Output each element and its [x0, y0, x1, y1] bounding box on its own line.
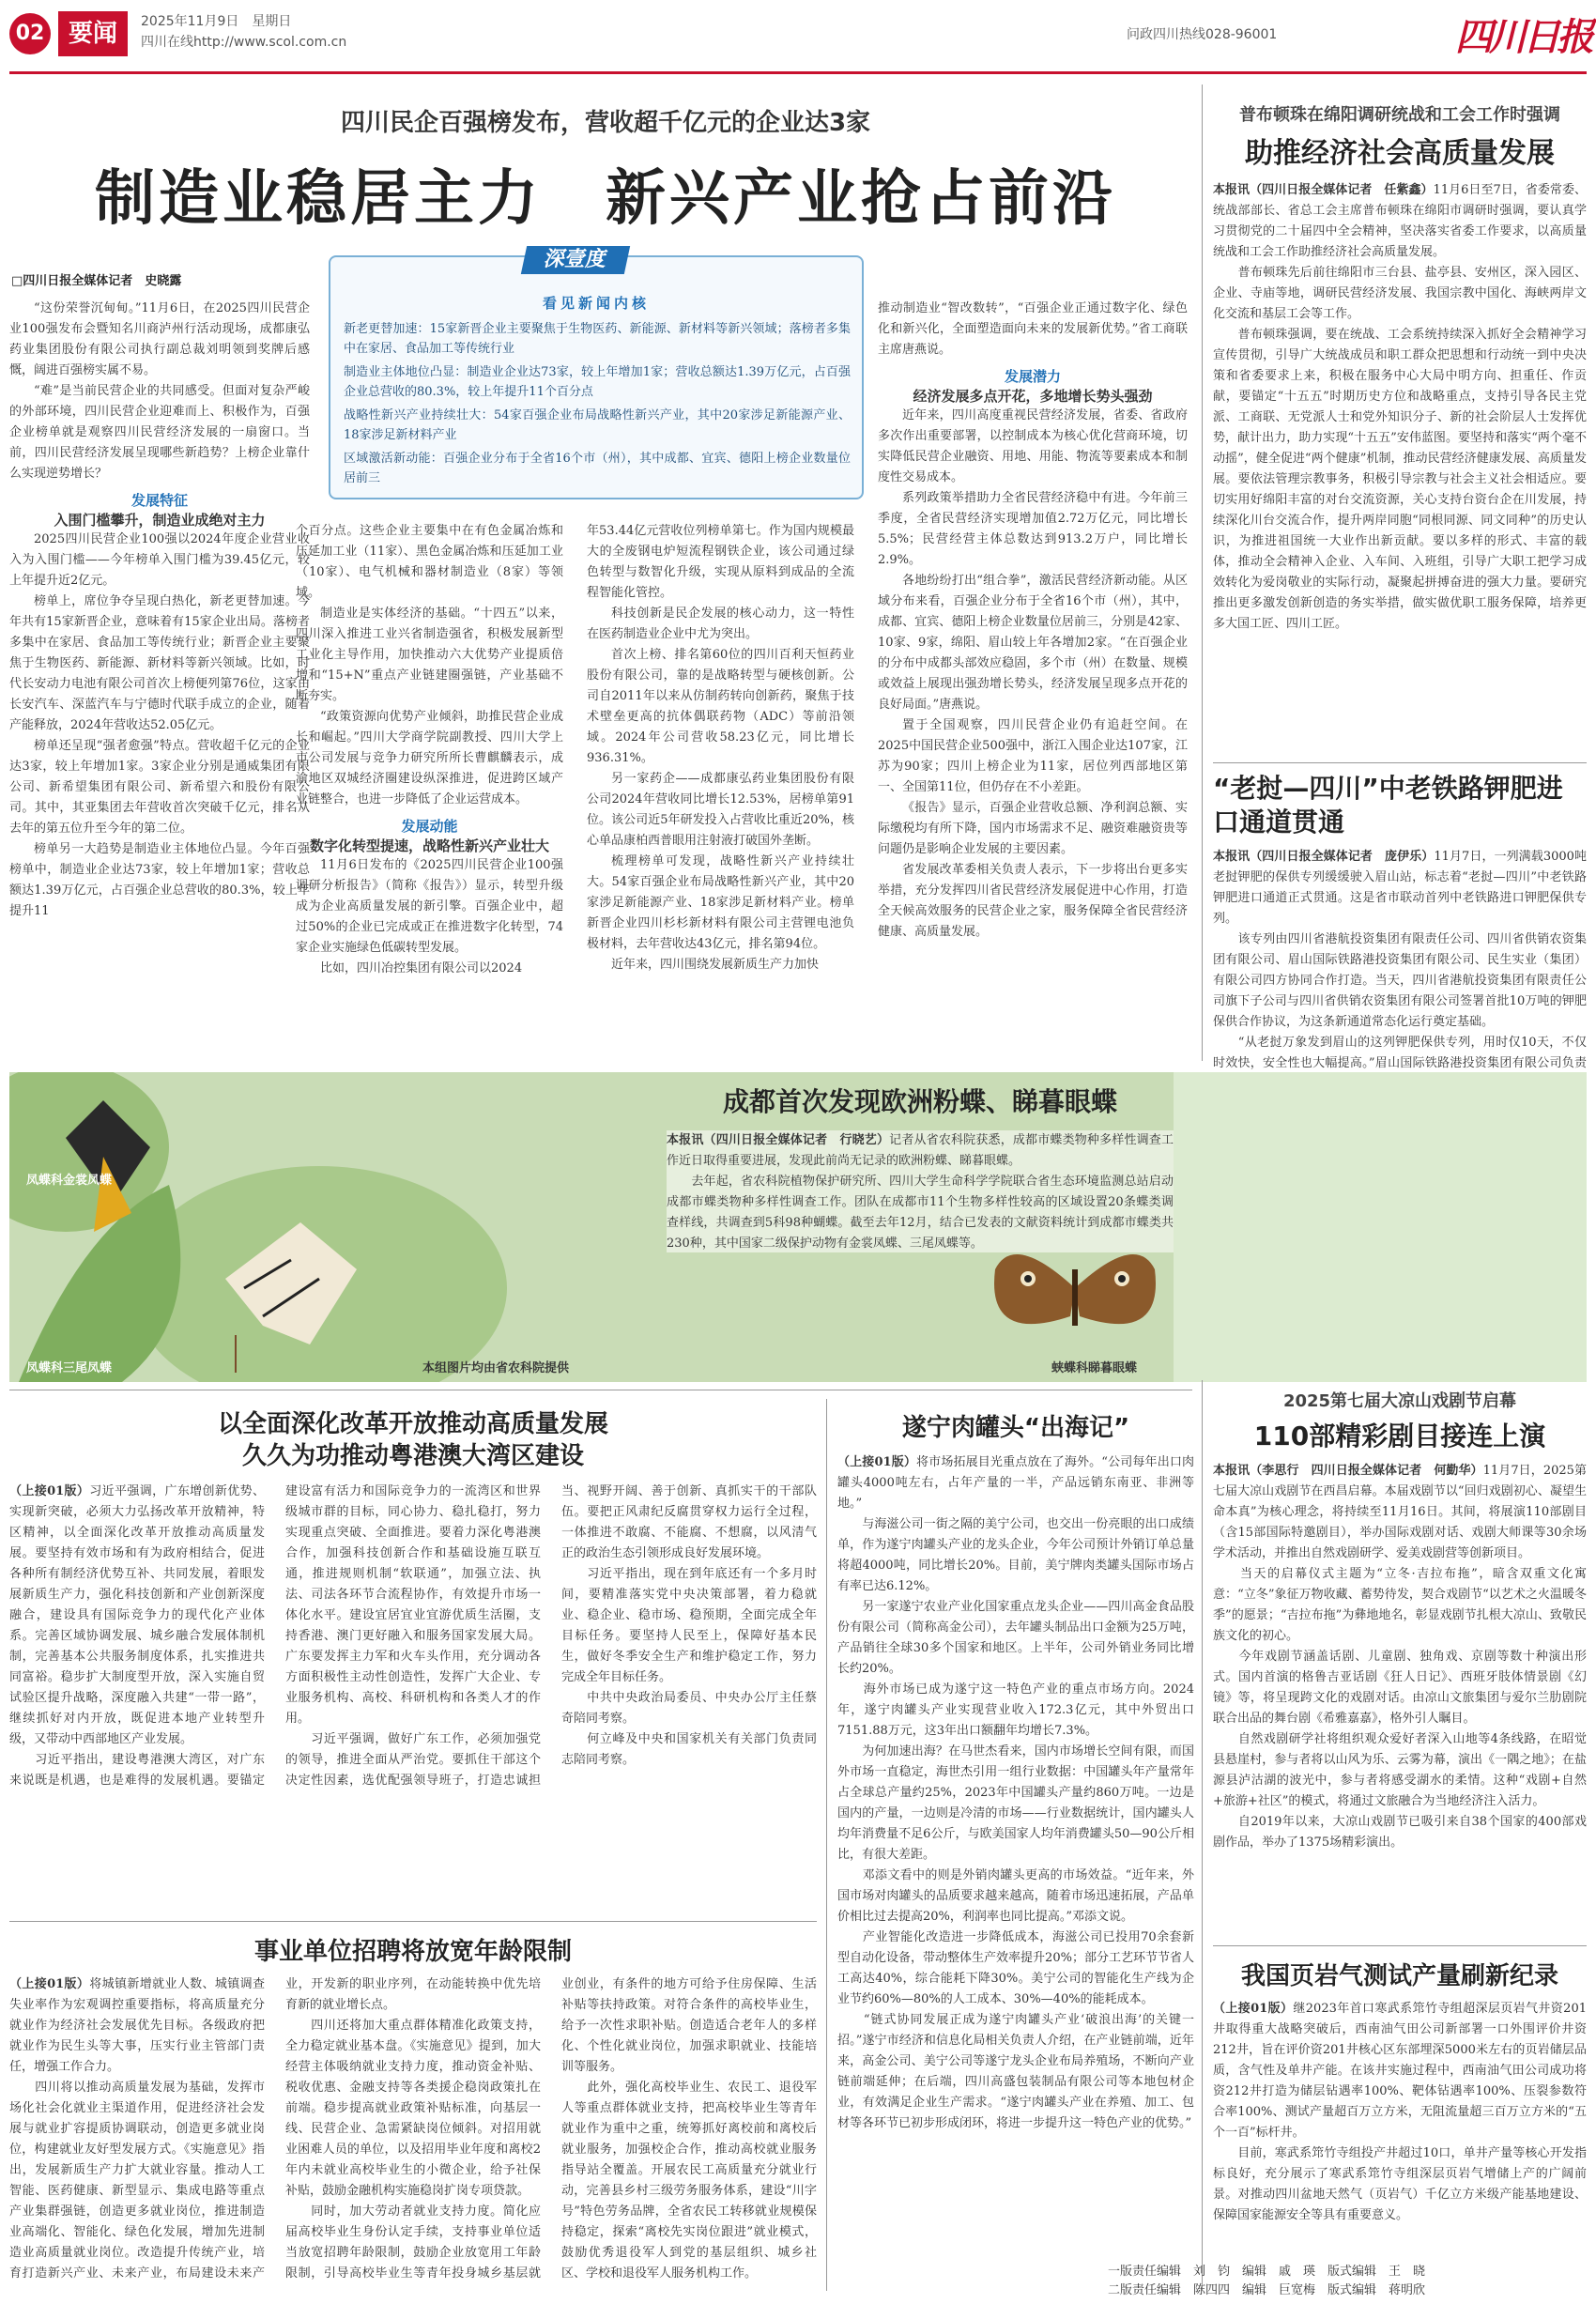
story-byline: 本报讯（四川日报全媒体记者 任紫鑫）: [1213, 183, 1434, 197]
paragraph: 《报告》显示，百强企业营收总额、净利润总额、实际缴税均有所下降，国内市场需求不足、融资难融资贵等问题仍是影响企业发展的主要因素。: [878, 801, 1188, 856]
paragraph: 榜单上，席位争夺呈现白热化，新老更替加速。今年共有15家新晋企业，意味着有15家企业出局。落榜者多集中在家居、食品加工等传统行业；新晋企业主要聚焦于生物医药、新能源、新材料等新兴领域。比如，时代长安动力电池有限公司首次上榜便列第76位，这家由长安汽车、深蓝汽车与宁德时代联手成立的企业，随着产能释放，2024年营收达52.05亿元。: [9, 594, 310, 732]
story-body: 11月6日至7日，省委常委、统战部部长、省总工会主席普布顿珠在绵阳市调研时强调，要认真学习贯彻党的二十届四中全会精神，坚决落实省委工作要求，以高质量统战和工会工作助推经济社会高质量发展。 普布顿珠先后前往绵阳市三台县、盐亭县、安州区，深入园区、企业、寺庙等地，调研民营经济发展、我国宗教中国化、海峡两岸文化交流和基层工会等工作。 普布顿珠强调，要在统战、工会系统持续深入抓好全会精神学习宣传贯彻，引导广大统战成员和职工群众把思想和行动统一到中央决策和省委要求上来，积极在服务中心大局中明方向、担重任、作贡献，要锚定“十五五”时期历史方位和战略重点，支持引导各民主党派、工商联、无党派人士和党外知识分子、新的社会阶层人士发挥优势，献计出力，助力实现“十五五”安伟蓝图。要坚持和落实“两个毫不动摇”，健全促进“两个健康”机制，推动民营经济健康发展、高质量发展。要依法管理宗教事务，积极引导宗教与社会主义社会相适应。要切实用好绵阳丰富的对台交流资源，关心支持台资台企在川发展，持续深化川台交流合作，提升两岸同胞“同根同源、同文同种”的历史认识，为推进祖国统一大业作出新贡献。要以多样的形式、丰富的载体，推动全会精神入企业、入车间、入班组，引导广大职工把学习成效转化为爱岗敬业的实际行动，凝聚起拼搏奋进的强大力量。要研究推出更多激发创新创造的务实举措，做实做优职工服务保障，培养更多大国工匠、四川工匠。: [1213, 183, 1587, 631]
in-depth-box: [329, 255, 864, 499]
photo-section: [9, 1072, 1587, 1382]
paragraph: 科技创新是民企发展的核心动力，这一特性在医药制造业企业中尤为突出。: [587, 607, 854, 641]
story-headline: 遂宁肉罐头“出海记”: [901, 1414, 1130, 1442]
story-headline: 助推经济社会高质量发展: [1245, 137, 1555, 170]
lead-byline: □四川日报全媒体记者 史晓露: [11, 274, 182, 288]
story-byline: （上接01版）: [837, 1455, 917, 1469]
header-rule: [9, 71, 1587, 74]
column-divider: [1202, 1380, 1203, 2291]
story-right-1: [1213, 101, 1587, 744]
site-link[interactable]: 四川在线http://www.scol.com.cn: [141, 35, 347, 50]
paragraph: 制造业是实体经济的基础。“十四五”以来，四川深入推进工业兴省制造强省，积极发展新型工业化主导作用，加快推动六大优势产业提质倍增和“15+N”重点产业链建圈强链，产业基础不断夯实。: [296, 607, 563, 703]
story-byline: （上接01版）: [1213, 2002, 1294, 2016]
page-number: 02: [9, 13, 51, 54]
box-item: 战略性新兴产业持续壮大：54家百强企业布局战略性新兴产业，其中20家涉足新能源产业、18家涉足新材料产业: [344, 408, 851, 442]
story-text: [9, 1482, 817, 1917]
story-body: 习近平强调，广东增创新优势、实现新突破，必须大力弘扬改革开放精神，特区精神，以全面深化改革开放推动高质量发展。要坚持有效市场和有为政府相结合，促进各种所有制经济优势互补、共同发展，着眼发展新质生产力，强化科技创新和产业创新深度融合，建设具有国际竞争力的现代化产业体系。完善区域协调发展、城乡融合发展体制机制，完善基本公共服务制度体系，扎实推进共同富裕。稳步扩大制度型开放，深入实施自贸试验区提升战略，深度融入共建“一带一路”，继续抓好对内开放，既促进本地产业转型升级，又带动中西部地区产业发展。 习近平指出，建设粤港澳大湾区，对广东来说既是机遇，也是难得的发展机遇。要锚定建设富有活力和国际竞争力的一流湾区和世界级城市群的目标，同心协力、稳扎稳打，努力实现重点突破、全面推进。要着力深化粤港澳合作，加强科技创新合作和基础设施互联互通，推进规则机制“软联通”，加强立法、执法、司法各环节合流程协作，有效提升市场一体化水平。建设宜居宜业宜游优质生活圈，支持香港、澳门更好融入和服务国家发展大局。广东要发挥主力军和火车头作用，充分调动各方面积极性主动性创造性，发挥广大企业、专业服务机构、高校、科研机构和各类人才的作用。 习近平强调，做好广东工作，必须加强党的领导，推进全面从严治党。要抓住干部这个决定性因素，选优配强领导班子，打造忠诚担当、视野开阔、善于创新、真抓实干的干部队伍。要把正风肃纪反腐贯穿权力运行全过程，一体推进不敢腐、不能腐、不想腐，以风清气正的政治生态引领形成良好发展环境。 习近平指出，现在到年底还有一个多月时间，要精准落实党中央决策部署，着力稳就业、稳企业、稳市场、稳预期，全面完成全年目标任务。要坚持人民至上，保障好基本民生，做好冬季安全生产和维护稳定工作，努力完成全年目标任务。 中共中央政治局委员、中央办公厅主任蔡奇陪同考察。 何立峰及中央和国家机关有关部门负责同志陪同考察。: [9, 1484, 817, 1788]
paragraph: 2025四川民营企业100强以2024年度企业营业收入为入围门槛——今年榜单入围门槛为39.45亿元，较上年提升近2亿元。: [9, 532, 310, 588]
story-divider: [1213, 762, 1587, 763]
story-byline: （上接01版）: [9, 1484, 90, 1498]
story-body: 继2023年首口寒武系筇竹寺组超深层页岩气井资201井取得重大战略突破后，西南油气田公司新部署一口外围评价井资212井，旨在评价资201井核心区东部埋深5000米左右的页岩储层品质，含气性及单井产能。在该井实施过程中，西南油气田公司成功将资212井打造为储层钻遇率100%、靶体钻遇率100%、压裂参数符合率100%、测试产量超百万立方米，无阻流量超三百万立方米的“五个一百”标杆井。 目前，寒武系筇竹寺组投产井超过10口，单井产量等核心开发指标良好，充分展示了寒武系筇竹寺组深层页岩气增储上产的广阔前景。对推动四川盆地天然气（页岩气）千亿立方米级产能基地建设、保障国家能源安全等具有重要意义。: [1213, 2002, 1587, 2222]
story-headline: 以全面深化改革开放推动高质量发展 久久为功推动粤港澳大湾区建设: [217, 1410, 608, 1470]
paragraph: 个百分点。这些企业主要集中在有色金属冶炼和压延加工业（11家）、黑色金属冶炼和压延加工业（10家）、电气机械和器材制造业（8家）等领域。: [296, 524, 563, 600]
subhead: 数字化转型提速，战略性新兴产业壮大: [309, 837, 549, 854]
column-divider: [826, 1399, 827, 2291]
newspaper-logo: 四川日报: [1455, 15, 1590, 59]
story-text: [1213, 180, 1587, 744]
paragraph: “这份荣誉沉甸甸。”11月6日，在2025四川民营企业100强发布会暨知名川商泸州行活动现场，成都康弘药业集团股份有限公司执行副总裁刘明领到奖牌后感慨，阔进百强榜实属不易。: [9, 301, 310, 377]
story-byline: 本报讯（四川日报全媒体记者 行晓艺）: [667, 1133, 890, 1147]
paragraph: 首次上榜、排名第60位的四川百利天恒药业股份有限公司，靠的是战略转型与硬核创新。公司自2011年以来从仿制药转向创新药，聚焦于技术壁垒更高的抗体偶联药物（ADC）等前沿领域。2024年公司营收58.23亿元，同比增长936.31%。: [587, 648, 854, 765]
lead-kicker: 四川民企百强榜发布，营收超千亿元的企业达3家: [340, 109, 871, 137]
subhead-tag: 发展动能: [401, 818, 458, 835]
paragraph: 榜单另一大趋势是制造业主体地位凸显。今年百强榜单中，制造业企业达73家，较上年增加1家；营收总额达1.39万亿元，占百强企业总营收的80.3%，较上年提升11: [9, 842, 310, 918]
paragraph: 11月6日发布的《2025四川民营企业100强调研分析报告》（简称《报告》）显示，转型升级成为企业高质量发展的新引擎。百强企业中，超过50%的企业已完成或正在推进数字化转型，74家企业实施绿色低碳转型发展。: [296, 858, 563, 955]
paragraph: 省发展改革委相关负责人表示，下一步将出台更多实举措，充分发挥四川省民营经济发展促进中心作用，打造全天候高效服务的民营企业之家，服务保障全省民营经济健康、高质量发展。: [878, 863, 1188, 939]
hotline: 问政四川热线028-96001: [1127, 27, 1278, 42]
paragraph: 系列政策举措助力全省民营经济稳中有进。今年前三季度，全省民营经济实现增加值2.72万亿元，同比增长5.5%；民营经营主体总数达到913.2万户，同比增长2.9%。: [878, 491, 1188, 567]
credit-line: 一版责任编辑 刘 钧 编辑 戚 瑛 版式编辑 王 晓: [1108, 2265, 1426, 2279]
photo-caption: 凤蝶科三尾凤蝶: [26, 1361, 113, 1375]
lead-column-1: [9, 299, 310, 1010]
story-headline: 我国页岩气测试产量刷新纪录: [1240, 1962, 1558, 1990]
story-byline: 本报讯（四川日报全媒体记者 庞伊乐）: [1213, 850, 1435, 864]
lead-column-2: [296, 521, 563, 1009]
story-body: 11月7日，一列满载3000吨老挝钾肥的保供专列缓缓驶入眉山站，标志着“老挝—四川”中老铁路钾肥进口通道正式贯通。这是省市联动首列中老铁路进口钾肥保供专列。 该专列由四川省港航投资集团有限责任公司、四川省供销农资集团有限公司、眉山国际铁路港投资集团有限公司、民生实业（集团）有限公司四方协同合作打造。当天，四川省港航投资集团有限责任公司旗下子公司与四川省供销农资集团有限公司签署首批10万吨的钾肥保供合作协议，为这条新通道常态化运行奠定基础。 “从老挝万象发到眉山的这列钾肥保供专列，用时仅10天，不仅时效快，安全性也大幅提高。”眉山国际铁路港投资集团有限公司负责: [1213, 850, 1587, 1070]
photo-caption: 蛱蝶科睇暮眼蝶: [1051, 1361, 1138, 1375]
paragraph: 各地纷纷打出“组合拳”，激活民营经济新动能。从区域分布来看，百强企业分布于全省16个市（州），其中，成都、宜宾、德阳上榜企业数量位居前三，分别是42家、10家、9家，绵阳、眉山较上年各增加2家。“在百强企业的分布中成都头部效应稳固，多个市（州）在数量、规模或效益上展现出强劲增长势头，经济发展呈现多点开花的良好局面。”唐燕说。: [878, 574, 1188, 712]
editor-credits: [1108, 2263, 1425, 2300]
story-text: [9, 1974, 817, 2294]
paragraph: 另一家药企——成都康弘药业集团股份有限公司2024年营收同比增长12.53%，居榜单第91位。该公司近5年研发投入占营收比重近20%，核心单品康柏西普眼用注射液打破国外垄断。: [587, 772, 854, 848]
box-item: 新老更替加速：15家新晋企业主要聚焦于生物医药、新能源、新材料等新兴领域；落榜者多集中在家居、食品加工等传统行业: [344, 322, 851, 356]
subhead-tag: 发展潜力: [1004, 368, 1061, 385]
story-divider: [9, 1921, 817, 1922]
photo-caption: 凤蝶科金裳凤蝶: [26, 1174, 113, 1188]
subhead-tag: 发展特征: [130, 492, 188, 509]
paragraph: “难”是当前民营企业的共同感受。但面对复杂严峻的外部环境，四川民营企业迎难而上、积极作为，百强企业榜单就是观察四川民营经济发展的一扇窗口。当前，四川民营经济发展呈现哪些新趋势？上榜企业靠什么实现逆势增长？: [9, 384, 310, 481]
story-body: 将城镇新增就业人数、城镇调查失业率作为宏观调控重要指标，将高质量充分就业作为经济社会发展优先目标。各级政府把就业作为民生头等大事，压实行业主管部门责任，增强工作合力。 四川将以推动高质量发展为基础，发挥市场化社会化就业主渠道作用，促进经济社会发展与就业扩容提质协调联动，创造更多就业岗位，构建就业友好型发展方式。《实施意见》指出，发展新质生产力扩大就业容量。推动人工智能、医药健康、新型显示、集成电路等重点产业集群强链，创造更多就业岗位，推进制造业高端化、智能化、绿色化发展，增加先进制造业高质量就业岗位。改造提升传统产业，培育打造新兴产业、未来产业，布局建设未来产业，开发新的职业序列，在动能转换中优先培育新的就业增长点。 四川还将加大重点群体精准化政策支持，全力稳定就业基本盘。《实施意见》提到，加大经营主体吸纳就业支持力度，推动资金补贴、税收优惠、金融支持等各类援企稳岗政策扎在前端。稳步提高就业政策补贴标准，向基层一线、民营企业、急需紧缺岗位倾斜。对招用就业困难人员的单位，以及招用毕业年度和离校2年内未就业高校毕业生的小微企业，给予社保补贴，鼓励金融机构实施稳岗扩岗专项贷款。 同时，加大劳动者就业支持力度。简化应届高校毕业生身份认定手续，支持事业单位适当放宽招聘年龄限制，鼓励企业放宽用工年龄限制，引导高校毕业生等青年投身城乡基层就业创业，有条件的地方可给予住房保障、生活补贴等扶持政策。对符合条件的高校毕业生，给予一次性求职补贴。创造适合老年人的多样化、个性化就业岗位，加强求职就业、技能培训等服务。 此外，强化高校毕业生、农民工、退役军人等重点群体就业支持，把高校毕业生等青年就业作为重中之重，统筹抓好离校前和离校后就业服务，加强校企合作，推动高校就业服务指导站全覆盖。开展农民工高质量充分就业行动，完善县乡村三级劳务服务体系，建设“川字号”特色劳务品牌，全省农民工转移就业规模保持稳定，探索“离校先实岗位跟进”就业模式，鼓励优秀退役军人到党的基层组织、城乡社区、学校和退役军人服务机构工作。: [9, 1977, 817, 2281]
subhead: 经济发展多点开花，多地增长势头强劲: [913, 388, 1153, 405]
paragraph: 榜单还呈现“强者愈强”特点。营收超千亿元的企业达3家，较上年增加1家。3家企业分别是通威集团有限公司、新希望集团有限公司、新希望六和股份有限公司。其中，其亚集团去年营收首次突破千亿元，排名从去年的第五位升至今年的第二位。: [9, 739, 310, 836]
story-text: [1213, 1999, 1587, 2281]
column-divider: [1202, 84, 1203, 1061]
story-right-3: [1213, 1388, 1587, 1958]
page-header: [0, 0, 1596, 73]
butterfly-story: [667, 1082, 1174, 1119]
story-headline: 事业单位招聘将放宽年龄限制: [253, 1938, 572, 1966]
story-body: 将市场拓展目光重点放在了海外。“公司每年出口肉罐头4000吨左右，占年产量的一半，产品远销东南亚、非洲等地。” 与海滋公司一街之隔的美宁公司，也交出一份亮眼的出口成绩单，作为遂宁肉罐头产业的龙头企业，今年公司预计外销订单总量将超4000吨，同比增长20%。目前，美宁牌肉类罐头国际市场占有率已达6.12%。 另一家遂宁农业产业化国家重点龙头企业——四川高金食品股份有限公司（简称高金公司），去年罐头制品出口金额为25万吨，产品销往全球30多个国家和地区。上半年，公司外销业务同比增长约20%。 海外市场已成为遂宁这一特色产业的重点市场方向。2024年，遂宁肉罐头产业实现营业收入172.3亿元，其中外贸出口7151.88万元，这3年出口额翻年均增长7.3%。 为何加速出海？在马世杰看来，国内市场增长空间有限，而国外市场一直稳定，海世杰引用一组行业数据：中国罐头年产量常年占全球总产量约25%，2023年中国罐头产量约860万吨。一边是国内的产量，一边则是冷清的市场——行业数据统计，国内罐头人均年消费量不足6公斤，与欧美国家人均年消费罐头50—90公斤相比，有很大差距。 邓添文看中的则是外销肉罐头更高的市场效益。“近年来，外国市场对肉罐头的品质要求越来越高，随着市场迅速拓展，产品单价相比过去提高20%，利润率也同比提高。”邓添文说。 产业智能化改造进一步降低成本，海滋公司已投用70余套新型自动化设备，带动整体生产效率提升20%；部分工艺环节节省人工高达40%，综合能耗下降30%。美宁公司的智能化生产线为企业节约60%—80%的人工成本、30%—40%的能耗成本。 “链式协同发展正成为遂宁肉罐头产业‘破浪出海’的关键一招。”遂宁市经济和信息化局相关负责人介绍，在产业链前端，近年来，高金公司、美宁公司等遂宁龙头企业布局养殖场，不断向产业链前端延伸；在后端，四川高盛包装制品有限公司等本地包材企业，有效满足企业生产需求。“遂宁肉罐头产业在养殖、加工、包材等各环节已初步形成闭环，将进一步提升这一特色产业的优势。”: [837, 1455, 1194, 2130]
paragraph: “政策资源向优势产业倾斜，助推民营企业成长和崛起。”四川大学商学院副教授、四川大学上市公司发展与竞争力研究所所长曹麒麟表示，成渝地区双城经济圈建设纵深推进，促进跨区域产业链整合，也进一步降低了企业运营成本。: [296, 710, 563, 806]
photo-credit: 本组图片均由省农科院提供: [422, 1361, 570, 1375]
story-body: 11月7日，2025第七届大凉山戏剧节在西昌启幕。本届戏剧节以“回归戏剧初心、凝望生命本真”为核心理念，将持续至11月16日。其间，将展演110部剧目（含15部国际特邀剧目），举办国际戏剧对话、戏剧大师课等30余场学术活动，并推出自然戏剧研学、爱美戏剧营等创新项目。 当天的启幕仪式主题为“立冬·吉拉布拖”，暗含双重文化寓意：“立冬”象征万物收藏、蓄势待发，契合戏剧节“以艺术之火温暖冬季”的愿景；“吉拉布拖”为彝地地名，彰显戏剧节扎根大凉山、致敬民族文化的初心。 今年戏剧节涵盖话剧、儿童剧、独角戏、京剧等数十种演出形式。国内首演的格鲁吉亚话剧《狂人日记》、西班牙肢体情景剧《幻镜》等，将呈现跨文化的戏剧对话。由凉山文旅集团与爱尔兰肋剧院联合出品的舞台剧《希雅嘉嘉》，格外引人瞩目。 自然戏剧研学社将组织观众爱好者深入山地等4条线路，在昭觉县悬崖村，参与者将以山风为乐、云雾为幕，演出《一隅之地》；在盐源县泸沽湖的波光中，参与者将感受湖水的柔情。这种“戏剧+自然+旅游+社区”的模式，将通过文旅融合为当地经济注入活力。 自2019年以来，大凉山戏剧节已吸引来自38个国家的400部戏剧作品，举办了1375场精彩演出。: [1213, 1464, 1587, 1850]
story-body: 记者从省农科院获悉，成都市蝶类物种多样性调查工作近日取得重要进展，发现此前尚无记录的欧洲粉蝶、睇暮眼蝶。 去年起，省农科院植物保护研究所、四川大学生命科学学院联合省生态环境监测总站启动成都市蝶类物种多样性调查工作。团队在成都市11个生物多样性较高的区域设置20条蝶类调查样线，共调查到5科98种蝴蝶。截至去年12月，结合已发表的文献资料统计到成都市蝶类共230种，其中国家二级保护动物有金裳凤蝶、三尾凤蝶等。: [667, 1133, 1174, 1251]
paragraph: 置于全国观察，四川民营企业仍有追赶空间。在2025中国民营企业500强中，浙江入围企业达107家，江苏为90家；四川上榜企业为11家，居位列西部地区第一、全国第11位，但仍存在不小差距。: [878, 718, 1188, 794]
story-byline: （上接01版）: [9, 1977, 90, 1991]
story-bottom-2: [9, 1932, 817, 2294]
story-headline: 成都首次发现欧洲粉蝶、睇暮眼蝶: [722, 1086, 1117, 1117]
story-text: [667, 1130, 1174, 1252]
lead-column-3: [587, 521, 854, 1009]
story-headline: “老挝—四川”中老铁路钾肥进口通道贯通: [1213, 773, 1563, 837]
box-subtitle: 看见新闻内核: [542, 295, 650, 312]
story-kicker: 2025第七届大凉山戏剧节启幕: [1282, 1391, 1517, 1411]
box-list: [344, 319, 851, 488]
box-tag: 深壹度: [521, 246, 630, 274]
story-right-4: [1213, 1957, 1587, 2281]
paragraph: 近年来，四川围绕发展新质生产力加快: [611, 958, 820, 972]
lead-column-4: [878, 299, 1188, 1010]
story-divider: [1213, 1945, 1587, 1946]
story-text: [1213, 1461, 1587, 1958]
credit-line: 二版责任编辑 陈四四 编辑 巨宽梅 版式编辑 蒋明欣: [1108, 2283, 1426, 2297]
story-headline: 110部精彩剧目接连上演: [1253, 1421, 1546, 1452]
story-byline: 本报讯（李思行 四川日报全媒体记者 何勤华）: [1213, 1464, 1483, 1478]
paragraph: 推动制造业“智改数转”，“百强企业正通过数字化、绿色化和新兴化，全面塑造面向未来的发展新优势。”省工商联主席唐燕说。: [878, 301, 1188, 357]
header-info: [141, 11, 346, 53]
story-text: [837, 1452, 1194, 2288]
story-bottom-1: [9, 1408, 817, 1917]
box-item: 制造业主体地位凸显：制造业企业达73家，较上年增加1家；营收总额达1.39万亿元，占百强企业总营收的80.3%，较上年提升11个百分点: [344, 365, 851, 399]
story-kicker: 普布顿珠在绵阳调研统战和工会工作时强调: [1239, 105, 1560, 125]
lead-headline: 制造业稳居主力 新兴产业抢占前沿: [95, 164, 1116, 234]
paragraph: 比如，四川冶控集团有限公司以2024: [320, 961, 523, 975]
paragraph: 年53.44亿元营收位列榜单第七。作为国内规模最大的全废钢电炉短流程钢铁企业，该公司通过绿色转型与数智化升级，实现从原料到成品的全流程智能化管控。: [587, 524, 854, 600]
issue-date: 2025年11月9日 星期日: [141, 14, 292, 29]
paragraph: 梳理榜单可发现，战略性新兴产业持续壮大。54家百强企业布局战略性新兴产业，其中20家涉足新能源产业、18家涉足新材料产业。榜单新晋企业四川杉杉新材料有限公司主营锂电池负极材料，去年营收达43亿元，排名第94位。: [587, 854, 854, 951]
subhead: 入围门槛攀升，制造业成绝对主力: [54, 512, 266, 529]
section-label: 要闻: [58, 11, 128, 56]
story-bottom-3: [837, 1408, 1194, 2288]
paragraph: 近年来，四川高度重视民营经济发展，省委、省政府多次作出重要部署，以控制成本为核心优化营商环境，切实降低民营企业融资、用地、用能、物流等要素成本和制度性交易成本。: [878, 408, 1188, 484]
box-item: 区域激活新动能：百强企业分布于全省16个市（州），其中成都、宜宾、德阳上榜企业数量位居前三: [344, 452, 851, 485]
